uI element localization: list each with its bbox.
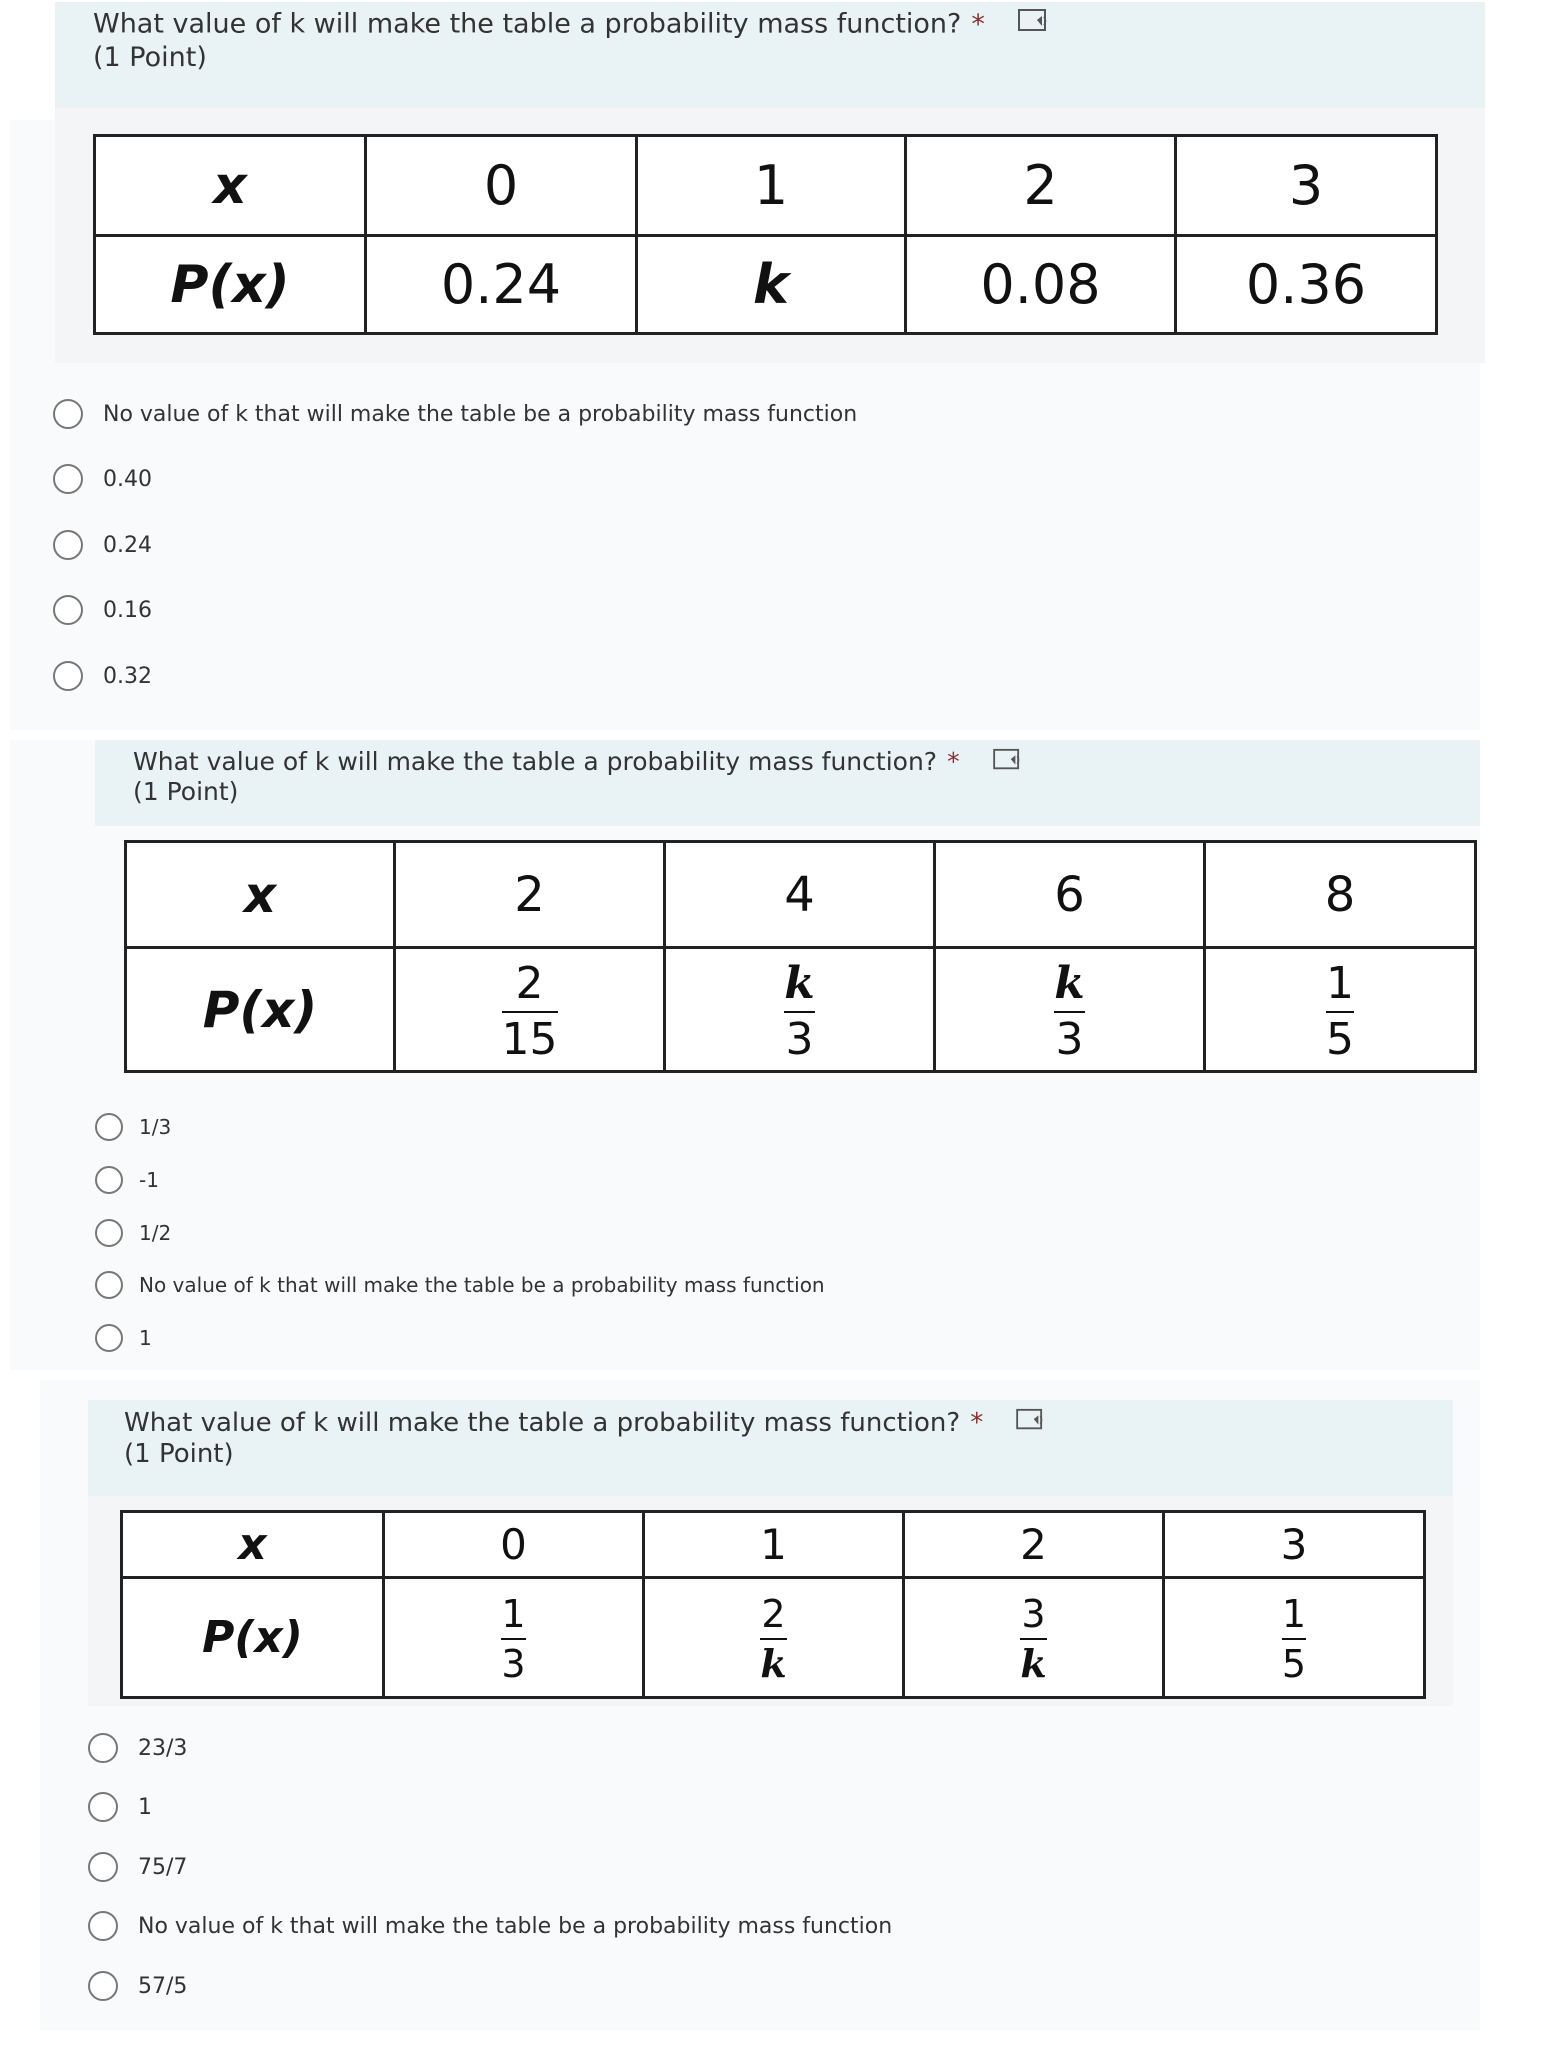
option-label: 0.24 <box>103 532 152 558</box>
numerator: 1 <box>1326 957 1354 1009</box>
question-3-table <box>120 1510 1426 1699</box>
option-label: 1/2 <box>139 1221 172 1245</box>
denominator: k <box>760 1641 787 1686</box>
immersive-reader-icon[interactable] <box>1017 8 1051 42</box>
p-value-fraction <box>1205 948 1476 1072</box>
question-3-header <box>88 1400 1453 1496</box>
radio-button-icon[interactable] <box>88 1852 118 1882</box>
denominator: 3 <box>785 1013 814 1065</box>
numerator: k <box>784 957 815 1009</box>
immersive-reader-icon[interactable] <box>1015 1408 1047 1439</box>
p-value-fraction <box>904 1578 1164 1698</box>
x-label: x <box>122 1512 384 1578</box>
option[interactable] <box>95 1271 825 1299</box>
radio-button-icon[interactable] <box>95 1271 123 1299</box>
question-1-header <box>55 2 1485 108</box>
p-value-fraction <box>395 948 665 1072</box>
radio-button-icon[interactable] <box>53 595 83 625</box>
radio-button-icon[interactable] <box>95 1324 123 1352</box>
option-label: 0.40 <box>103 466 152 492</box>
option[interactable] <box>88 1971 187 2001</box>
option[interactable] <box>88 1733 187 1763</box>
denominator: 5 <box>1326 1013 1354 1065</box>
p-value-fraction <box>384 1578 644 1698</box>
option[interactable] <box>53 530 152 560</box>
x-value: 4 <box>665 842 935 948</box>
numerator: 1 <box>501 1592 526 1636</box>
denominator: 3 <box>501 1642 526 1686</box>
option-label: 57/5 <box>138 1973 188 1999</box>
x-value: 3 <box>1176 136 1437 236</box>
x-value: 6 <box>935 842 1205 948</box>
denominator: 3 <box>1055 1013 1084 1065</box>
required-star: * <box>970 1408 984 1438</box>
radio-button-icon[interactable] <box>95 1113 123 1141</box>
question-1-title: What value of k will make the table a probability mass function? <box>93 8 962 40</box>
required-star: * <box>971 8 985 40</box>
option-label: 1/3 <box>139 1115 172 1139</box>
x-label: x <box>126 842 395 948</box>
option[interactable] <box>95 1324 152 1352</box>
question-3-points: (1 Point) <box>124 1439 234 1469</box>
p-value: k <box>637 236 906 334</box>
x-label: x <box>95 136 366 236</box>
numerator: 3 <box>1021 1592 1046 1636</box>
option-label: No value of k that will make the table be a probability mass function <box>103 401 858 427</box>
option-label: 1 <box>139 1326 152 1350</box>
p-value-fraction <box>644 1578 904 1698</box>
p-label: P(x) <box>95 236 366 334</box>
option[interactable] <box>53 464 152 494</box>
option-label: 0.32 <box>103 663 152 689</box>
p-label: P(x) <box>122 1578 384 1698</box>
x-value: 3 <box>1164 1512 1425 1578</box>
denominator: 5 <box>1281 1642 1307 1686</box>
x-value: 2 <box>395 842 665 948</box>
numerator: k <box>1054 957 1085 1009</box>
x-value: 2 <box>906 136 1176 236</box>
option[interactable] <box>95 1166 159 1194</box>
question-1-table <box>93 134 1438 335</box>
option[interactable] <box>53 661 152 691</box>
denominator: k <box>1020 1641 1047 1686</box>
x-value: 1 <box>644 1512 904 1578</box>
option[interactable] <box>95 1113 171 1141</box>
p-value-fraction <box>935 948 1205 1072</box>
question-2-title: What value of k will make the table a probability mass function? <box>133 747 938 776</box>
option[interactable] <box>88 1911 892 1941</box>
x-value: 1 <box>637 136 906 236</box>
immersive-reader-icon[interactable] <box>992 748 1024 778</box>
p-value: 0.24 <box>366 236 637 334</box>
option-label: 75/7 <box>138 1854 188 1880</box>
x-value: 2 <box>904 1512 1164 1578</box>
radio-button-icon[interactable] <box>88 1792 118 1822</box>
option-label: 1 <box>138 1794 152 1820</box>
option-label: No value of k that will make the table be a probability mass function <box>138 1913 893 1939</box>
option[interactable] <box>53 595 152 625</box>
numerator: 1 <box>1281 1592 1307 1636</box>
option-label: No value of k that will make the table be a probability mass function <box>139 1273 825 1297</box>
question-2-points: (1 Point) <box>133 777 239 806</box>
option[interactable] <box>53 399 857 429</box>
option[interactable] <box>88 1852 187 1882</box>
question-2-header <box>95 740 1480 826</box>
radio-button-icon[interactable] <box>88 1733 118 1763</box>
radio-button-icon[interactable] <box>95 1166 123 1194</box>
x-value: 0 <box>366 136 637 236</box>
question-3-title: What value of k will make the table a probability mass function? <box>124 1408 961 1438</box>
p-label: P(x) <box>126 948 395 1072</box>
denominator: 15 <box>501 1013 558 1065</box>
radio-button-icon[interactable] <box>53 530 83 560</box>
option-label: -1 <box>139 1168 159 1192</box>
radio-button-icon[interactable] <box>88 1911 118 1941</box>
radio-button-icon[interactable] <box>53 399 83 429</box>
option-label: 0.16 <box>103 597 152 623</box>
x-value: 8 <box>1205 842 1476 948</box>
radio-button-icon[interactable] <box>88 1971 118 2001</box>
radio-button-icon[interactable] <box>53 464 83 494</box>
numerator: 2 <box>761 1592 786 1636</box>
question-1-points: (1 Point) <box>93 42 207 73</box>
radio-button-icon[interactable] <box>53 661 83 691</box>
radio-button-icon[interactable] <box>95 1219 123 1247</box>
p-value: 0.08 <box>906 236 1176 334</box>
required-star: * <box>947 747 960 776</box>
p-value-fraction <box>665 948 935 1072</box>
question-2-table <box>124 840 1477 1073</box>
p-value-fraction <box>1164 1578 1425 1698</box>
numerator: 2 <box>515 957 544 1009</box>
option-label: 23/3 <box>138 1735 188 1761</box>
x-value: 0 <box>384 1512 644 1578</box>
p-value: 0.36 <box>1176 236 1437 334</box>
option[interactable] <box>88 1792 152 1822</box>
option[interactable] <box>95 1219 171 1247</box>
